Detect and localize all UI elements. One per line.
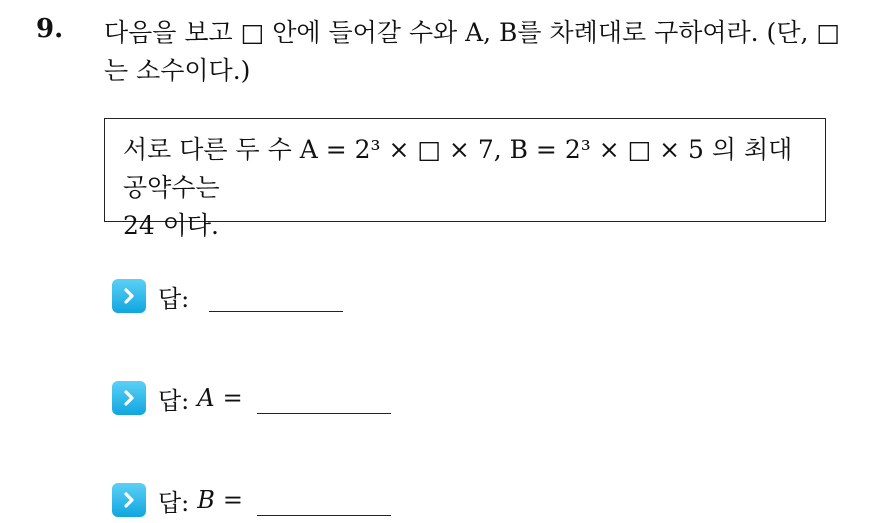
condition-text — [123, 131, 813, 245]
answer-label: 답: — [158, 284, 190, 313]
answer-variable: A — [197, 384, 215, 412]
answer-row-2 — [112, 378, 391, 418]
chevron-right-icon — [112, 483, 146, 517]
answer-blank[interactable] — [257, 485, 391, 516]
question-text-line2: 는 소수이다.) — [104, 56, 251, 85]
answer-label: 답: — [158, 386, 190, 415]
answer-row-3 — [112, 480, 391, 520]
answer-equals: = — [222, 384, 243, 412]
question-text-line1: 다음을 보고 □ 안에 들어갈 수와 A, B를 차례대로 구하여라. (단, □ — [104, 18, 840, 47]
answer-blank[interactable] — [257, 383, 391, 414]
chevron-right-icon — [112, 279, 146, 313]
question-number: 9. — [36, 14, 64, 44]
answer-equals: = — [222, 486, 244, 514]
condition-box — [104, 118, 826, 240]
answer-blank[interactable] — [209, 281, 343, 312]
answer-label: 답: — [158, 488, 190, 517]
condition-line2: 24 이다. — [123, 211, 220, 240]
chevron-right-icon — [112, 381, 146, 415]
question-text — [104, 14, 874, 90]
answer-variable: B — [197, 486, 215, 514]
condition-line1: 서로 다른 두 수 A = 2³ × □ × 7, B = 2³ × □ × 5 의 최대공약수는 — [123, 135, 793, 202]
answer-row-1 — [112, 276, 343, 316]
